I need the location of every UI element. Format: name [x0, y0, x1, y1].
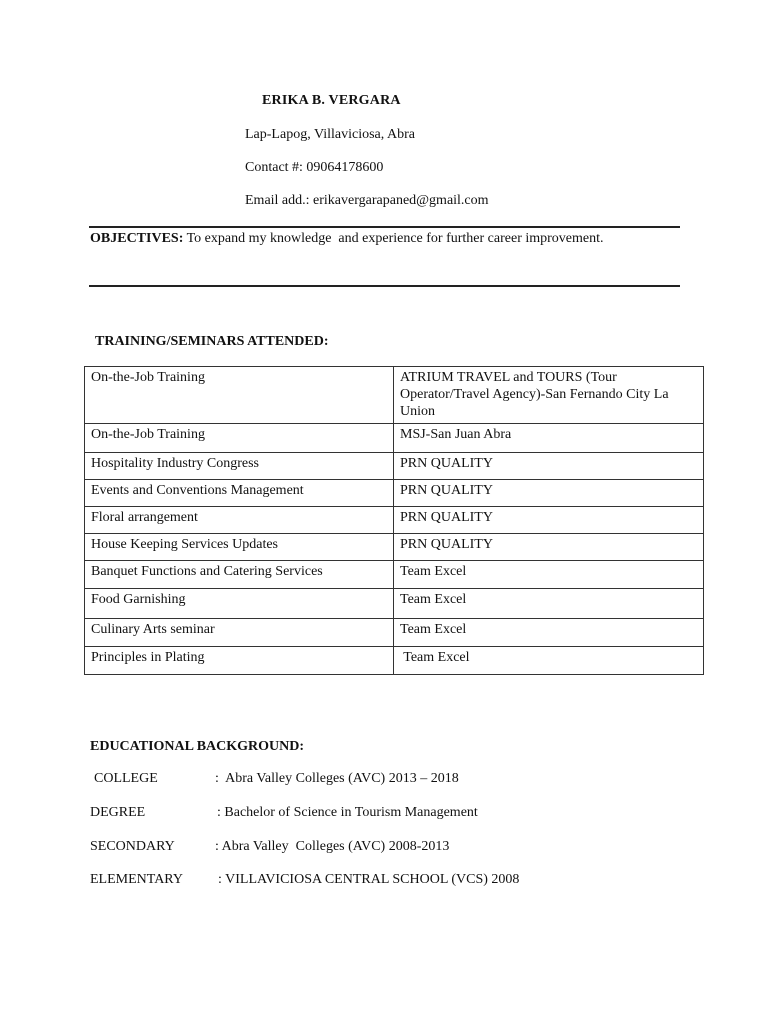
training-provider-cell: MSJ-San Juan Abra [394, 424, 704, 453]
degree-label: DEGREE [90, 805, 146, 820]
training-title-cell: Food Garnishing [85, 589, 394, 619]
training-provider-cell: Team Excel [394, 561, 704, 589]
table-row [85, 534, 704, 561]
table-row [85, 589, 704, 619]
resume-name: ERIKA B. VERGARA [262, 93, 401, 108]
objectives-text: To expand my knowledge and experience for further career improvement. [183, 231, 604, 246]
table-row [85, 367, 704, 424]
degree-value: : Bachelor of Science in Tourism Management [217, 805, 478, 820]
training-provider-cell: PRN QUALITY [394, 507, 704, 534]
elementary-label: ELEMENTARY [90, 872, 183, 887]
training-provider-cell: Team Excel [394, 589, 704, 619]
college-value: : Abra Valley Colleges (AVC) 2013 – 2018 [215, 771, 459, 786]
table-row [85, 507, 704, 534]
training-title-cell: Floral arrangement [85, 507, 394, 534]
training-provider-cell: PRN QUALITY [394, 534, 704, 561]
table-row [85, 561, 704, 589]
training-title-cell: On-the-Job Training [85, 424, 394, 453]
table-row [85, 424, 704, 453]
email-line: Email add.: erikavergarapaned@gmail.com [245, 193, 489, 208]
training-title-cell: Principles in Plating [85, 647, 394, 675]
training-title-cell: On-the-Job Training [85, 367, 394, 424]
table-row [85, 619, 704, 647]
elementary-value: : VILLAVICIOSA CENTRAL SCHOOL (VCS) 2008 [218, 872, 520, 887]
college-label: COLLEGE [94, 771, 158, 786]
training-title-cell: Culinary Arts seminar [85, 619, 394, 647]
divider-bottom [89, 285, 680, 287]
objectives-label: OBJECTIVES: [90, 231, 184, 246]
training-title-cell: Events and Conventions Management [85, 480, 394, 507]
secondary-value: : Abra Valley Colleges (AVC) 2008-2013 [215, 839, 450, 854]
training-table [84, 366, 704, 675]
address-line: Lap-Lapog, Villaviciosa, Abra [245, 127, 415, 142]
table-row [85, 647, 704, 675]
divider-top [89, 226, 680, 228]
training-title-cell: Hospitality Industry Congress [85, 453, 394, 480]
table-row [85, 453, 704, 480]
training-title-cell: Banquet Functions and Catering Services [85, 561, 394, 589]
objectives-section [90, 231, 604, 247]
training-title-cell: House Keeping Services Updates [85, 534, 394, 561]
training-provider-cell: PRN QUALITY [394, 480, 704, 507]
secondary-label: SECONDARY [90, 839, 175, 854]
education-heading: EDUCATIONAL BACKGROUND: [90, 739, 305, 754]
training-heading: TRAINING/SEMINARS ATTENDED: [95, 334, 329, 349]
training-provider-cell: ATRIUM TRAVEL and TOURS (Tour Operator/Travel Agency)-San Fernando City La Union [394, 367, 704, 424]
training-provider-cell: PRN QUALITY [394, 453, 704, 480]
table-row [85, 480, 704, 507]
contact-line: Contact #: 09064178600 [245, 160, 384, 175]
training-provider-cell: Team Excel [394, 619, 704, 647]
training-provider-cell: Team Excel [394, 647, 704, 675]
